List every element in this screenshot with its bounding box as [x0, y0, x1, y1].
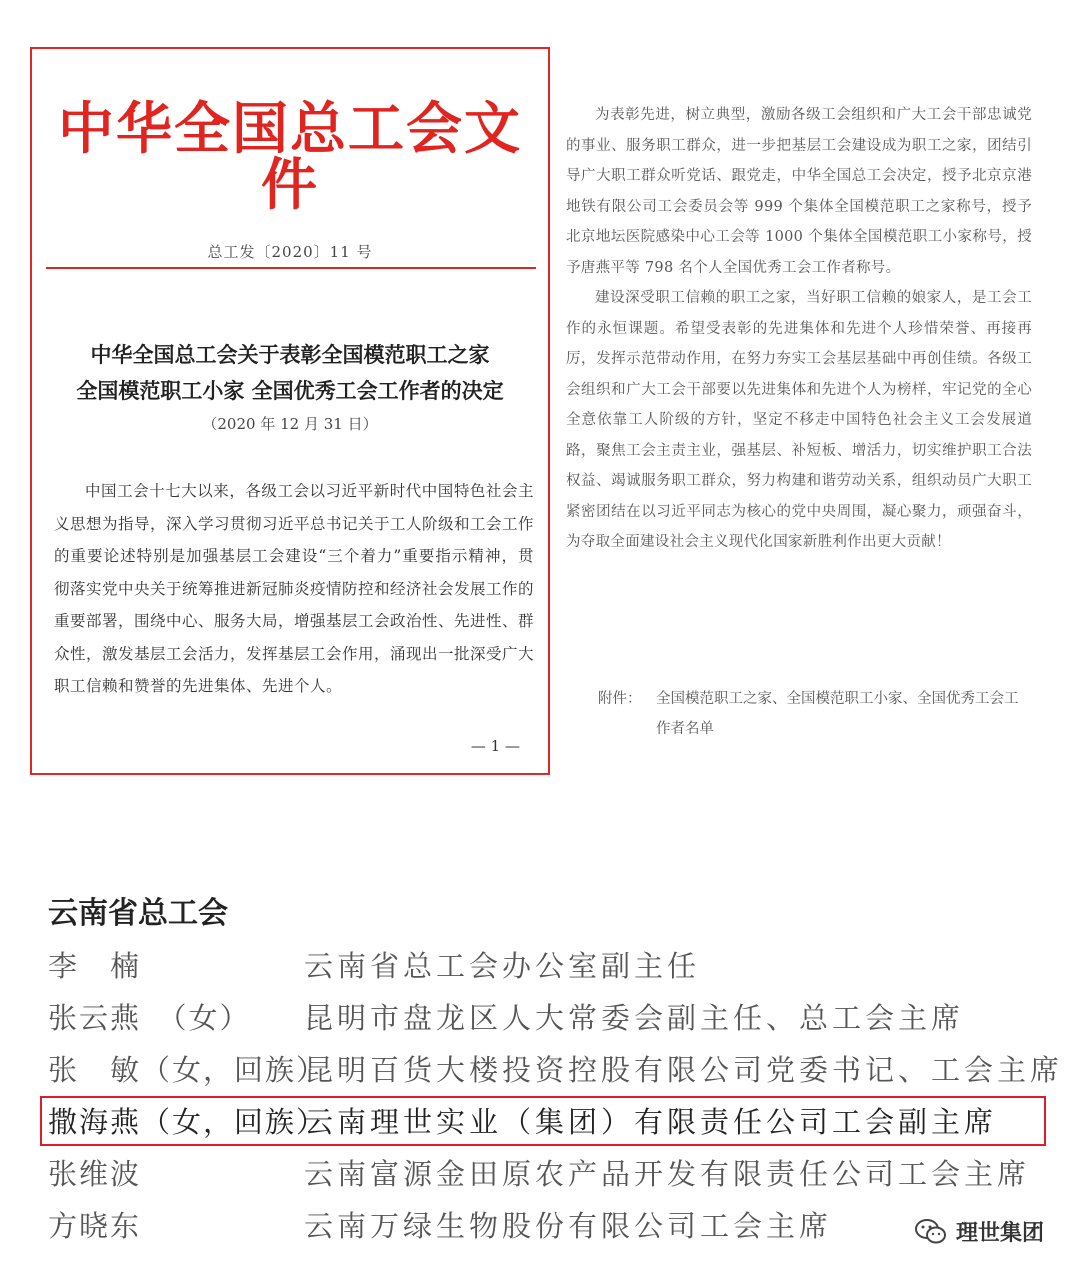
- body-paragraph-left: 中国工会十七大以来，各级工会以习近平新时代中国特色社会主义思想为指导，深入学习贯彻习近平总书记关于工人阶级和工会工作的重要论述特别是加强基层工会建设“三个着力”重要指示精神，贯彻落实党中央关于统筹推进新冠肺炎疫情防控和经济社会发展工作的重要部署，围绕中心、服务大局，增强基层工会政治性、先进性、群众性，激发基层工会活力，发挥基层工会作用，涌现出一批深受广大职工信赖和赞誉的先进集体、先进个人。: [54, 482, 535, 695]
- document-date: （2020 年 12 月 31 日）: [202, 415, 378, 433]
- list-item: [48, 1148, 1048, 1200]
- document-header: 中华全国总工会文件: [58, 96, 522, 218]
- person-title: 昆明百货大楼投资控股有限公司党委书记、工会主席: [304, 1053, 1064, 1087]
- document-title: [32, 337, 548, 409]
- body-paragraph-right-1: 为表彰先进，树立典型，激励各级工会组织和广大工会干部忠诚党的事业、服务职工群众，进一步把基层工会建设成为职工之家，团结引导广大职工群众听党话、跟党走，中华全国总工会决定，授予北京京港地铁有限公司工会委员会等 999 个集体全国模范职工之家称号，授予北京地坛医院感染中心工会等 1000 个集体全国模范职工小家称号，授予唐燕平等 798 名个人全国优秀工会工作者称号。: [566, 107, 1032, 276]
- list-item: [48, 1044, 1064, 1096]
- list-item: [48, 940, 1048, 992]
- attachment-note: [598, 684, 1032, 744]
- attachment-label: 附件：: [598, 691, 642, 707]
- list-item: [48, 1200, 1048, 1252]
- person-name: 张维波: [48, 1157, 142, 1191]
- document-number: 总工发〔2020〕11 号: [207, 243, 373, 261]
- person-name: 张云燕 （女）: [48, 1001, 251, 1035]
- person-title: 云南省总工会办公室副主任: [304, 949, 701, 983]
- person-name: 张 敏（女，回族）: [48, 1053, 328, 1087]
- list-item: [48, 992, 1048, 1044]
- person-name: 李 楠: [48, 949, 142, 983]
- person-name: 方晓东: [48, 1209, 142, 1243]
- title-line-1: 中华全国总工会关于表彰全国模范职工之家: [90, 342, 490, 367]
- honoree-list: [48, 888, 1064, 1252]
- body-paragraph-right-2: 建设深受职工信赖的职工之家，当好职工信赖的娘家人，是工会工作的永恒课题。希望受表彰的先进集体和先进个人珍惜荣誉、再接再厉，发挥示范带动作用，在努力夯实工会基层基础中再创佳绩。各级工会组织和广大工会干部要以先进集体和先进个人为榜样，牢记党的全心全意依靠工人阶级的方针，坚定不移走中国特色社会主义工会发展道路，聚焦工会主责主业，强基层、补短板、增活力，切实维护职工合法权益、竭诚服务职工群众，努力构建和谐劳动关系，组织动员广大职工紧密团结在以习近平同志为核心的党中央周围，凝心聚力，顽强奋斗，为夺取全面建设社会主义现代化国家新胜利作出更大贡献！: [566, 290, 1032, 550]
- title-line-2: 全国模范职工小家 全国优秀工会工作者的决定: [76, 378, 504, 403]
- person-title: 云南理世实业（集团）有限责任公司工会副主席: [304, 1105, 998, 1139]
- person-title: 云南富源金田原农产品开发有限责任公司工会主席: [304, 1157, 1031, 1191]
- person-title: 云南万绿生物股份有限公司工会主席: [304, 1209, 833, 1243]
- wechat-icon: [914, 1218, 948, 1246]
- red-divider: [46, 267, 536, 269]
- organization-heading: 云南省总工会: [48, 896, 228, 931]
- watermark: [914, 1216, 1044, 1247]
- attachment-text: 全国模范职工之家、全国模范职工小家、全国优秀工会工作者名单: [656, 691, 1019, 737]
- highlight-box: [40, 1096, 1046, 1146]
- document-second-page: [566, 100, 1032, 558]
- person-title: 昆明市盘龙区人大常委会副主任、总工会主席: [304, 1001, 965, 1035]
- document-first-page: [30, 47, 550, 775]
- person-name: 撒海燕（女，回族）: [48, 1105, 328, 1139]
- watermark-text: 理世集团: [955, 1221, 1044, 1246]
- page-number: — 1 —: [470, 737, 520, 755]
